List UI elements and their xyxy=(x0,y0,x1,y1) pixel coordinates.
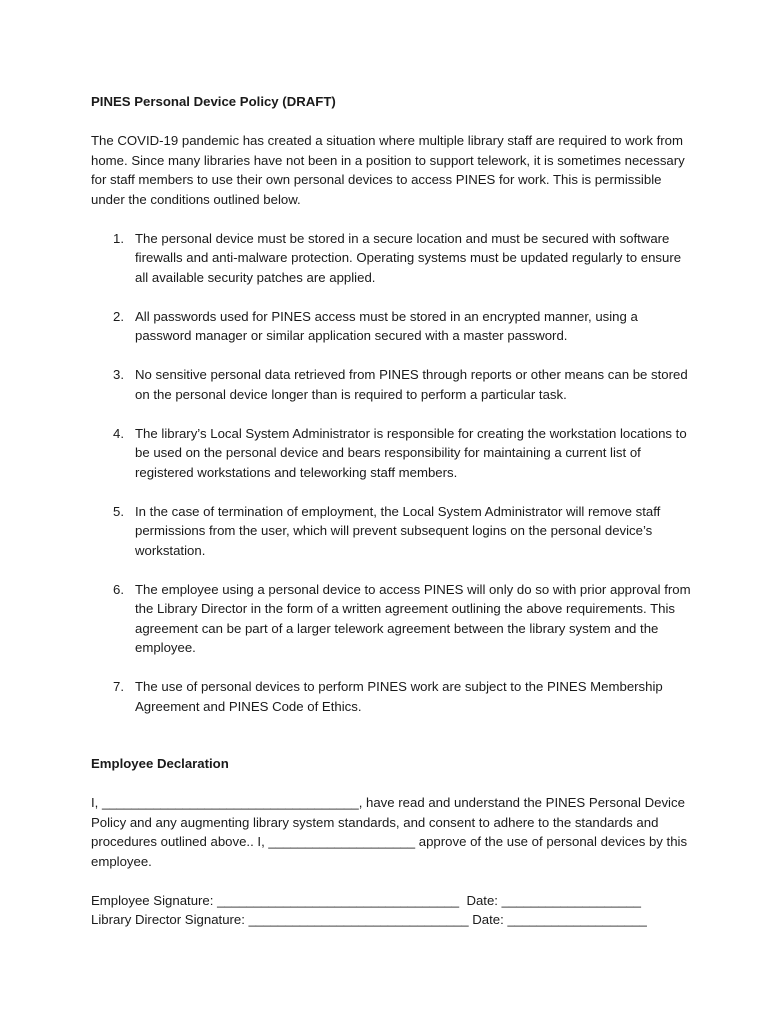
list-item xyxy=(91,677,691,716)
list-item-text: The personal device must be stored in a secure location and must be secured with software firewalls and anti-malware protection. Operating systems must be updated regularly to ensure all available security patches are applied. xyxy=(135,230,682,285)
employee-signature-line: Employee Signature: _________________________________ Date: ___________________ xyxy=(91,892,641,908)
document-body xyxy=(91,92,691,930)
list-item-text: No sensitive personal data retrieved from PINES through reports or other means can be stored on the personal device longer than is required to perform a particular task. xyxy=(135,367,688,402)
document-title: PINES Personal Device Policy (DRAFT) xyxy=(91,94,336,109)
list-item xyxy=(91,580,691,658)
list-item-number: 1. xyxy=(113,230,124,246)
list-item-number: 3. xyxy=(113,367,124,382)
list-item-text: The library’s Local System Administrator is responsible for creating the workstation locations to be used on the personal device and bears responsibility for maintaining a current list of registered workstations and teleworking staff members. xyxy=(135,425,687,480)
list-item xyxy=(91,365,691,404)
list-item xyxy=(91,307,691,346)
list-item xyxy=(91,229,691,288)
list-item-text: The use of personal devices to perform PINES work are subject to the PINES Membership Agreement and PINES Code of Ethics. xyxy=(135,679,663,714)
declaration-paragraph: I, ___________________________________, have read and understand the PINES Personal Device Policy and any augmenting library system standards, and consent to adhere to the standards and procedures outlined above.. I, ____________________ approve of the use of personal devices by this employee. xyxy=(91,795,688,869)
list-item-text: The employee using a personal device to access PINES will only do so with prior approval from the Library Director in the form of a written agreement outlining the above requirements. This agreement can be part of a larger telework agreement between the library system and the employee. xyxy=(135,581,691,655)
declaration-heading: Employee Declaration xyxy=(91,756,229,771)
list-item-number: 6. xyxy=(113,581,124,597)
list-item-text: In the case of termination of employment, the Local System Administrator will remove staff permissions from the user, which will prevent subsequent logins on the personal device’s workstation. xyxy=(135,503,661,558)
list-item-text: All passwords used for PINES access must be stored in an encrypted manner, using a password manager or similar application secured with a master password. xyxy=(135,308,638,343)
list-item xyxy=(91,502,691,561)
policy-list xyxy=(91,229,691,717)
intro-paragraph: The COVID-19 pandemic has created a situation where multiple library staff are required to work from home. Since many libraries have not been in a position to support telework, it is sometimes necessary for staff members to use their own personal devices to access PINES for work. This is permissible under the conditions outlined below. xyxy=(91,133,685,207)
director-signature-line: Library Director Signature: ______________________________ Date: ___________________ xyxy=(91,912,647,927)
list-item-number: 2. xyxy=(113,308,124,324)
list-item-number: 7. xyxy=(113,679,124,694)
list-item-number: 4. xyxy=(113,425,124,441)
list-item-number: 5. xyxy=(113,503,124,519)
list-item xyxy=(91,424,691,483)
